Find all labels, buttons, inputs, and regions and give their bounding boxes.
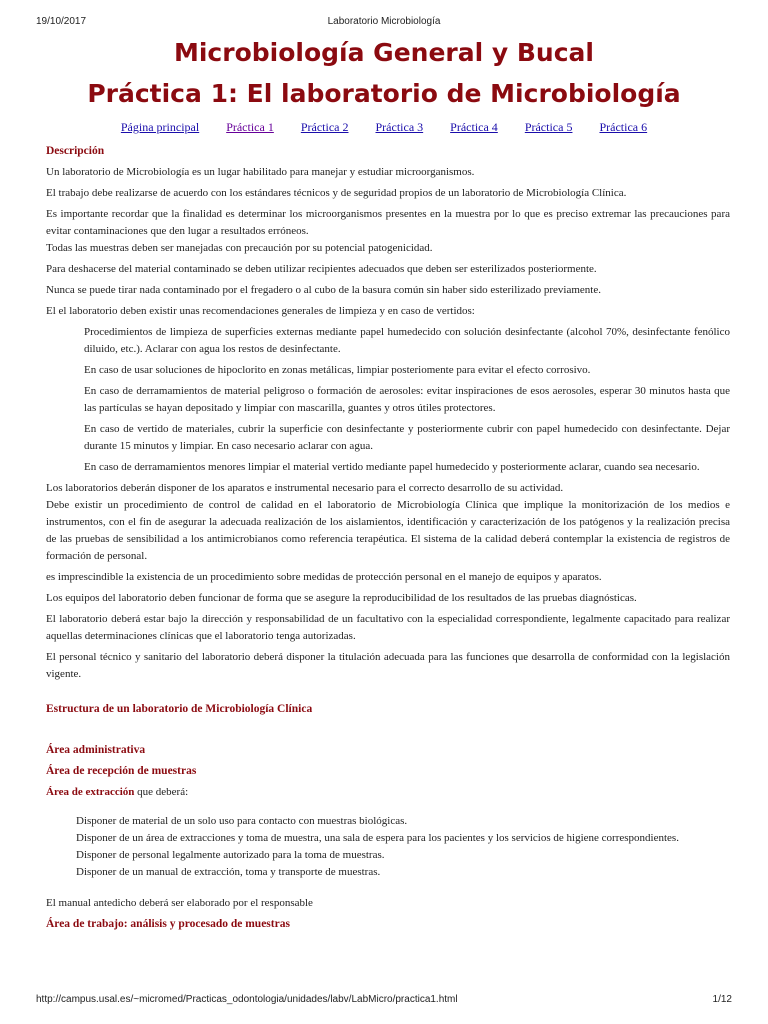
practice-nav <box>0 119 768 135</box>
list-item: Disponer de personal legalmente autorizado para la toma de muestras. <box>76 849 385 861</box>
section-heading-estructura: Estructura de un laboratorio de Microbiología Clínica <box>46 703 313 715</box>
area-administrativa-heading: Área administrativa <box>46 744 146 756</box>
paragraph: Es importante recordar que la finalidad es determinar los microorganismos presentes en la muestra por lo que es preciso extremar las precauciones para evitar contaminaciones que den lugar a resultados erróneos. <box>46 208 730 237</box>
cleaning-recommendations-list <box>46 324 730 476</box>
list-item: Disponer de material de un solo uso para contacto con muestras biológicas. <box>76 815 408 827</box>
list-item: En caso de derramamientos menores limpiar el material vertido mediante papel humedecido y posteriormente aclarar, cuando sea necesario. <box>84 461 700 473</box>
print-header <box>0 16 768 30</box>
paragraph: Todas las muestras deben ser manejadas con precaución por su potencial patogenicidad. <box>46 242 433 254</box>
nav-link-home[interactable]: Página principal <box>120 120 200 134</box>
nav-link-practica-3[interactable]: Práctica 3 <box>375 120 424 134</box>
print-footer <box>0 994 768 1008</box>
list-item: En caso de usar soluciones de hipoclorito en zonas metálicas, limpiar posteriomente para evitar el efecto corrosivo. <box>84 364 591 376</box>
paragraph: El laboratorio deberá estar bajo la dirección y responsabilidad de un facultativo con la especialidad correspondiente, legalmente capacitado para realizar aquellas determinaciones clínicas que el laboratorio tenga autorizadas. <box>46 613 730 642</box>
nav-link-practica-2[interactable]: Práctica 2 <box>300 120 349 134</box>
extraction-requirements-list <box>46 813 730 881</box>
list-item: En caso de derramamientos de material peligroso o formación de aerosoles: evitar inspiraciones de esos aerosoles, esperar 30 minutos hasta que las partículas se hayan depositado y limpiar con mascarilla, guantes y otros útiles protectores. <box>84 385 730 414</box>
list-item: Procedimientos de limpieza de superficies externas mediante papel humedecido con solución desinfectante (alcohol 70%, desinfectante fenólico diluido, etc.). Aclarar con agua los restos de desinfectante. <box>84 326 730 355</box>
print-page-number: 1/12 <box>712 994 732 1005</box>
paragraph: Para deshacerse del material contaminado se deben utilizar recipientes adecuados que deben ser esterilizados posteriormente. <box>46 263 597 275</box>
section-heading-descripcion: Descripción <box>46 145 105 157</box>
paragraph: Nunca se puede tirar nada contaminado por el fregadero o al cubo de la basura común sin haber sido esterilizado previamente. <box>46 284 601 296</box>
area-trabajo-heading: Área de trabajo: análisis y procesado de muestras <box>46 918 290 930</box>
list-item: Disponer de un área de extracciones y toma de muestra, una sala de espera para los pacientes y los servicios de higiene correspondientes. <box>76 832 679 844</box>
nav-link-practica-5[interactable]: Práctica 5 <box>524 120 573 134</box>
main-content <box>46 143 730 937</box>
paragraph: El manual antedicho deberá ser elaborado por el responsable <box>46 897 313 909</box>
paragraph: Los laboratorios deberán disponer de los aparatos e instrumental necesario para el correcto desarrollo de su actividad. <box>46 482 564 494</box>
page-title: Microbiología General y Bucal <box>173 38 594 67</box>
page-subtitle: Práctica 1: El laboratorio de Microbiología <box>87 79 681 108</box>
nav-link-practica-6[interactable]: Práctica 6 <box>599 120 648 134</box>
list-item: En caso de vertido de materiales, cubrir la superficie con desinfectante y posteriormente cubrir con papel humedecido con desinfectante. Dejar durante 15 minutos y limpiar. En caso necesario aclarar con agua. <box>84 423 730 452</box>
print-page-title: Laboratorio Microbiología <box>327 16 441 27</box>
paragraph: Los equipos del laboratorio deben funcionar de forma que se asegure la reproducibilidad de los resultados de las pruebas diagnósticas. <box>46 592 637 604</box>
paragraph: Debe existir un procedimiento de control de calidad en el laboratorio de Microbiología Clínica que implique la monitorización de los medios e instrumentos, con el fin de asegurar la adecuada realización de los aislamientos, identificación y caracterización de los patógenos y la realización precisa de las pruebas de sensibilidad a los antimicrobianos como referencia terapéutica. El sistema de la calidad deberá contemplar la existencia de registros de formación de personal. <box>46 499 730 562</box>
area-extraccion-suffix: que deberá: <box>134 786 189 798</box>
paragraph: Un laboratorio de Microbiología es un lugar habilitado para manejar y estudiar microorganismos. <box>46 166 475 178</box>
paragraph: El trabajo debe realizarse de acuerdo con los estándares técnicos y de seguridad propios de un laboratorio de Microbiología Clínica. <box>46 187 627 199</box>
list-item: Disponer de un manual de extracción, toma y transporte de muestras. <box>76 866 381 878</box>
paragraph: El el laboratorio deben existir unas recomendaciones generales de limpieza y en caso de vertidos: <box>46 305 475 317</box>
area-extraccion-line <box>46 784 730 801</box>
nav-link-practica-1[interactable]: Práctica 1 <box>226 120 274 134</box>
nav-link-practica-4[interactable]: Práctica 4 <box>450 120 498 134</box>
paragraph: El personal técnico y sanitario del laboratorio deberá disponer la titulación adecuada para las funciones que desarrolla de conformidad con la legislación vigente. <box>46 651 730 680</box>
area-recepcion-heading: Área de recepción de muestras <box>46 765 197 777</box>
print-date: 19/10/2017 <box>36 16 87 27</box>
paragraph: es imprescindible la existencia de un procedimiento sobre medidas de protección personal en el manejo de equipos y aparatos. <box>46 571 602 583</box>
area-extraccion-heading: Área de extracción <box>46 786 135 798</box>
print-url: http://campus.usal.es/~micromed/Practicas_odontologia/unidades/labv/LabMicro/practica1.html <box>36 994 458 1005</box>
